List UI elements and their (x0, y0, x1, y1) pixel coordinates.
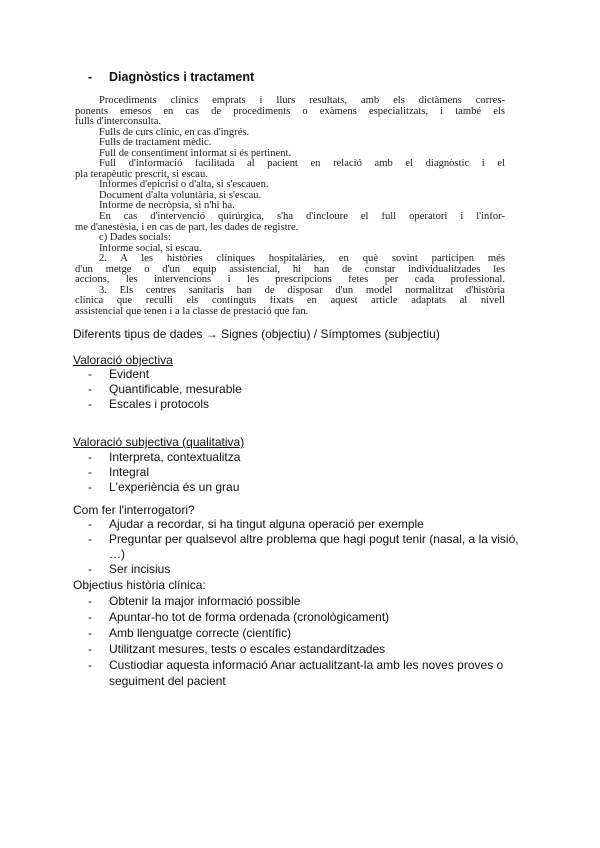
scan-line: assistencial que tenen i a la classe de prestació que fan. (75, 306, 309, 317)
interrogation-list (88, 517, 528, 577)
subjective-title: Valoració subjectiva (qualitativa) (73, 435, 245, 449)
objectives-list (88, 593, 528, 689)
list-item-text: Preguntar per qualsevol altre problema que hagi pogut tenir (nasal, a la visió, …) (109, 532, 519, 561)
scan-line: Document d'alta voluntària, si s'escau. (99, 190, 262, 201)
scan-line: En cas d'intervenció quirúrgica, s'ha d'incloure el full operatori i l'infor- (99, 212, 505, 223)
scan-line: me d'anestèsia, i en cas de part, les dades de registre. (75, 222, 299, 233)
list-item (88, 397, 528, 412)
objective-title: Valoració objectiva (73, 353, 173, 367)
list-item (88, 465, 528, 480)
list-item (88, 593, 528, 609)
bullet-dash: - (88, 562, 92, 576)
list-item-text: Apuntar-ho tot de forma ordenada (cronològicament) (109, 610, 390, 624)
bullet-dash: - (88, 397, 92, 411)
list-item-text: L'experiència és un grau (109, 480, 240, 494)
list-item (88, 367, 528, 382)
bullet-dash: - (88, 532, 92, 546)
scan-line: c) Dades socials: (99, 233, 171, 244)
scan-line: ponents emesos en cas de procediments o exàmens especialitzats, i també els (75, 106, 505, 117)
scan-line: Informe de necròpsia, si n'hi ha. (99, 201, 235, 212)
list-item-text: Ajudar a recordar, si ha tingut alguna operació per exemple (109, 517, 424, 531)
objectives-title: Objectius història clínica: (73, 578, 206, 592)
bullet-dash: - (88, 367, 92, 381)
bullet-dash: - (88, 450, 92, 464)
list-item-text: Utilitzant mesures, tests o escales estandarditzades (109, 642, 386, 656)
objective-list (88, 367, 528, 412)
scan-line: Full de consentiment informat si és pertinent. (99, 148, 292, 159)
list-item (88, 625, 528, 641)
bullet-dash: - (88, 480, 92, 494)
bullet-dash: - (88, 517, 92, 531)
list-item-text: Amb llenguatge correcte (científic) (109, 626, 292, 640)
scan-line: 3. Els centres sanitaris han de disposar d'un model normalitzat d'història (99, 285, 505, 296)
scan-line: accions, les intervencions i les prescripcions fetes per cada professional. (75, 275, 505, 286)
list-item (88, 657, 528, 689)
bullet-dash: - (88, 382, 92, 396)
scan-line: clínica que reculli els continguts fixats en aquest article adaptats al nivell (75, 296, 505, 307)
list-item-text: Quantificable, mesurable (109, 382, 242, 396)
scan-line: 2. A les històries clíniques hospitalàries, en què sovint participen més (99, 254, 505, 265)
scan-line: Full d'informació facilitada al pacient en relació amb el diagnòstic i el (99, 159, 505, 170)
list-item (88, 450, 528, 465)
list-item-text: Custiodiar aquesta informació Anar actualitzant-la amb les noves proves o seguiment del pacient (109, 658, 504, 688)
heading-bullet: - (88, 70, 93, 84)
list-item (88, 480, 528, 495)
scan-line: Informe social, si escau. (99, 243, 202, 254)
scanned-law-excerpt (75, 96, 505, 317)
scan-line: Fulls de curs clínic, en cas d'ingrés. (99, 127, 250, 138)
bullet-dash: - (88, 642, 92, 656)
scan-line: Informes d'epicrisi o d'alta, si s'escauen. (99, 180, 269, 191)
list-item-text: Ser incisius (109, 562, 171, 576)
bullet-dash: - (88, 658, 92, 672)
bullet-dash: - (88, 610, 92, 624)
list-item (88, 562, 528, 577)
list-item-text: Interpreta, contextualitza (109, 450, 241, 464)
scan-line: fulls d'interconsulta. (75, 117, 162, 128)
list-item (88, 382, 528, 397)
scan-line: d'un metge o d'un equip assistencial, hi han de constar individualitzades les (75, 264, 505, 275)
scan-line: pla terapèutic prescrit, si escau. (75, 169, 208, 180)
interrogation-title: Com fer l'interrogatori? (73, 503, 195, 517)
list-item (88, 641, 528, 657)
subjective-list (88, 450, 528, 495)
list-item (88, 517, 528, 532)
list-item-text: Obtenir la major informació possible (109, 594, 301, 608)
scan-line: Procediments clínics emprats i llurs resultats, amb els dictàmens corres- (99, 96, 505, 106)
list-item-text: Evident (109, 367, 150, 381)
data-types-line: Diferents tipus de dades → Signes (objectiu) / Símptomes (subjectiu) (73, 327, 440, 341)
list-item-text: Integral (109, 465, 150, 479)
scan-line: Fulls de tractament mèdic. (99, 138, 212, 149)
list-item-text: Escales i protocols (109, 397, 210, 411)
bullet-dash: - (88, 465, 92, 479)
bullet-dash: - (88, 626, 92, 640)
list-item (88, 609, 528, 625)
list-item (88, 532, 528, 562)
bullet-dash: - (88, 594, 92, 608)
heading-text: Diagnòstics i tractament (109, 70, 255, 84)
